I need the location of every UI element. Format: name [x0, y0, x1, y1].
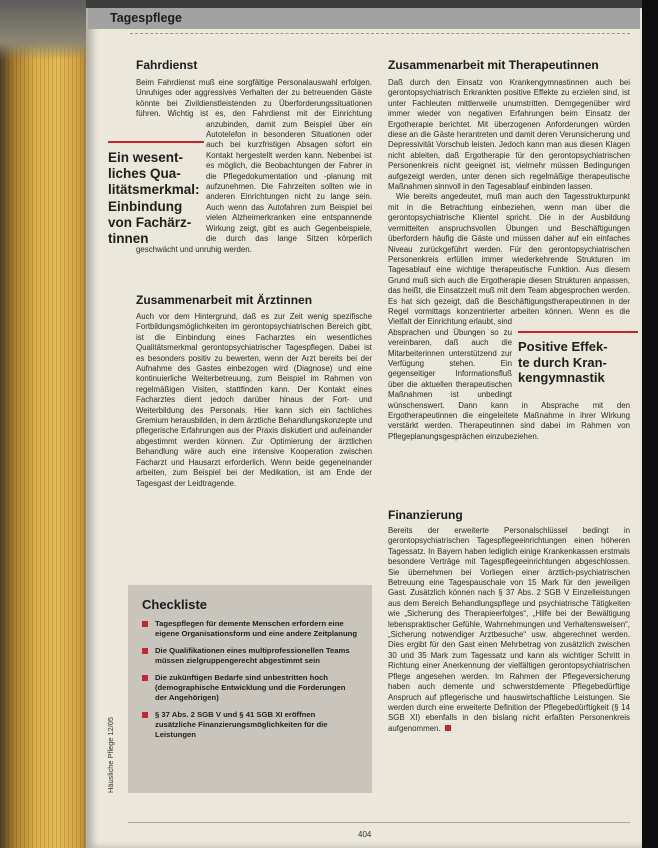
pull-quote-fachaerztinnen	[108, 141, 204, 247]
checklist-item	[142, 710, 358, 740]
book-page-edges	[0, 0, 90, 848]
checklist-item	[142, 673, 358, 703]
scan-background	[642, 0, 658, 848]
finanzierung-heading: Finanzierung	[388, 508, 463, 522]
checklist-item	[142, 646, 358, 666]
pull-quote-line: tinnen	[108, 231, 149, 247]
fahrdienst-text: Beim Fahrdienst muß eine sorgfältige Personalauswahl erfolgen. Unruhiges oder aggressives Verhalten der zu betreuenden Gäste könnte bei Zivildienstleistenden zu Überforderungssituationen führen. Wichtig ist es, den Fahrdienst mit der Einrichtung anzubinden, damit zum Beispiel über ein Autotelefon in besonderen Situationen oder auch bei kurzfristigen Absagen sofort ein Kontakt hergestellt werden kann. Nebenbei ist es möglich, die Beobachtungen der Fahrer in die Pflegedokumentation und -planung mit aufzunehmen. Die Fahrzeiten sollten wie in anderen Einrichtungen nicht zu lange sein. Auch wenn das Autofahren zum Beispiel bei vielen Alzheimerkranken eine entspannende Wirkung zeigt, gibt es auch Gegenbeispiele, die durch das lange Sitzen körperlich geschwächt und unruhig werden.	[136, 78, 372, 254]
top-band	[86, 0, 642, 8]
header-rule	[130, 33, 630, 34]
book-edge-shadow	[0, 0, 90, 60]
therapeutinnen-heading: Zusammenarbeit mit Therapeutinnen	[388, 58, 599, 72]
finanzierung-text: Bereits der erweiterte Personalschlüssel bedingt in gerontopsychiatrischen Tagespflegeeinrichtungen einen höheren Tagessatz. In Bayern haben lediglich einige Krankenkassen erstmals besondere Verträge mit Tagespflegeeinrichtungen abgeschlossen. Sie übernehmen bei Vorliegen einer ärztlich-psychiatrischen Betreuung eine Tagespauschale von 15 Mark für den jeweiligen Gast. Zusätzlich können nach § 37 Abs. 2 SGB V Einzelleistungen aus dem Bereich Behandlungspflege und psychiatrische Tätigkeiten wie „Sicherung des Therapieerfolges“, „Hilfe bei der Bewältigung lebenspraktischer Gefühle, Wahrnehmungen und Verhaltensweisen“, „Sicherung notwendiger Arztbesuche“ usw. abgerechnet werden. Dies ergibt für den Gast einen Mehrbetrag von zusätzlich zwischen 30 und 35 Mark zum Tagessatz und kann als wichtiger Schritt in Richtung einer Anerkennung der vielfältigen gerontopsychiatrischen Pflege angesehen werden. Im Rahmen der Pflegeversicherung haben auch demente und schwerstdemente Pflegebedürftige Anspruch auf pflegerische und hauswirtschaftliche Leistungen. Sie werden durch eine erweiterte Definition der Pflegebedürftigkeit (§ 14 SGB XI) ebenfalls in den bislang nicht erfaßten Personenkreis aufgenommen.	[388, 526, 630, 733]
section-title: Tagespflege	[110, 11, 183, 25]
checklist-heading: Checkliste	[142, 597, 208, 612]
pull-quote-line: te durch Kran-	[518, 354, 607, 370]
pull-quote-line: Einbindung	[108, 198, 183, 214]
margin-label: Häusliche Pflege 12/05	[106, 716, 115, 793]
aerztinnen-text: Auch vor dem Hintergrund, daß es zur Zeit wenig spezifische Fortbildungsmöglichkeiten im gerontopsychiatrischen Bereich gibt, ist die Einbindung eines Facharztes ein wesentliches Qualitätsmerkmal gerontopsychiatrischer Tagespflegen. Dabei ist es besonders positiv zu bewerten, wenn der Arzt bereits bei der Aufnahme des Gastes einbezogen wird (Diagnose) und eine kontinuierliche Weiterbetreuung, zum Beispiel im Rahmen von regelmäßigen Visiten, stattfinden kann. Der Kontakt eines Facharztes dient jedoch darüber hinaus der Fort- und Weiterbildung des Personals. Hier kann sich ein fachliches Gremium herausbilden, in dem ärztliche Behandlungskonzepte und pflegerische Erfahrungen aus der Praxis diskutiert und aufeinander abgestimmt werden können. Zur Optimierung der ärztlichen Behandlung wäre auch eine intensive Kooperation zwischen Facharzt und Hausarzt erforderlich. Wenn beide gegeneinander arbeiten, zum Beispiel bei der Medikation, ist am Ende der Tagesgast der Leidtragende.	[136, 312, 372, 488]
fahrdienst-heading: Fahrdienst	[136, 58, 198, 72]
pull-quote-krankengymnastik	[518, 331, 638, 386]
aerztinnen-heading: Zusammenarbeit mit Ärztinnen	[136, 293, 313, 307]
finanzierung-paragraph	[388, 526, 630, 734]
pull-quote-line: von Fachärz-	[108, 214, 192, 230]
pull-quote-line: liches Qua-	[108, 166, 181, 182]
checklist-item-text: § 37 Abs. 2 SGB V und § 41 SGB XI eröffnen zusätzliche Finanzierungsmöglichkeiten für die Leistungen	[155, 710, 328, 739]
checklist-item-text: Die Qualifikationen eines multiprofessionellen Teams müssen zielgruppengerecht abgestimmt sein	[155, 646, 350, 665]
pull-quote-line: Positive Effek-	[518, 339, 608, 354]
checklist-item-text: Tagespflegen für demente Menschen erfordern eine eigene Organisationsform und eine andere Zeitplanung	[155, 619, 358, 638]
aerztinnen-body	[136, 312, 372, 530]
square-bullet-icon	[142, 675, 148, 681]
therapeutinnen-paragraph: Wie bereits angedeutet, muß man auch den Tagesstrukturpunkt mit in die Betrachtung einbeziehen, wenn man über die gerontopsychiatrische Klientel spricht. Die in der Ausbildung vermittelten anspruchsvollen Übungen und Beschäftigungen überfordern häufig die Gäste und müssen daher auf ein einfaches Niveau zurückgeführt werden. Für den gerontopsychiatrischen Personenkreis erfüllen immer wiederkehrende Strukturen im Tagesablauf eine wichtige therapeutische Funktion. Aus diesem Grund muß sich auch die Ergotherapie diesen Strukturen anpassen, das heißt, die Einsatzzeit muß mit dem Team abgesprochen werden. Es hat sich gezeigt, daß die Beschäftigungstherapeutinnen in der Regel vormittags konzentrierter arbeiten können. Wenn es die Vielfalt der Einrichtung erlaubt, sind Absprachen und Übungen so zu vereinbaren, daß auch die Mitarbeiterinnen unterstützend zur Verfügung stehen. Ein gegenseitiger Informationsfluß über die aktuellen therapeutischen Maßnahmen ist unbedingt wünschenswert. Dann kann in Absprache mit den Ergotherapeutinnen die eingeleitete Maßnahme in ihrer Wirkung verstärkt werden. Therapeutinnen sind dabei im Rahmen von Pflegeplanungsgesprächen einzubeziehen.	[388, 192, 630, 441]
therapeutinnen-body	[388, 78, 630, 499]
pull-quote-line: Ein wesent-	[108, 150, 184, 165]
square-bullet-icon	[142, 648, 148, 654]
checklist-item-text: Die zukünftigen Bedarfe sind unbestritten hoch (demographische Entwicklung und die Forderungen der Angehörigen)	[155, 673, 346, 702]
page-number: 404	[358, 830, 372, 839]
checklist-list	[142, 619, 358, 747]
square-bullet-icon	[142, 621, 148, 627]
pull-quote-line: kengymnastik	[518, 370, 605, 385]
checklist-box	[128, 585, 372, 793]
section-header-bar	[88, 8, 640, 29]
pull-quote-line: litätsmerkmal:	[108, 182, 200, 198]
therapeutinnen-paragraph: Daß durch den Einsatz von Krankengymnastinnen auch bei gerontopsychiatrisch Erkrankten positive Effekte zu erzielen sind, ist unter Fachleuten mittlerweile unumstritten. Demgegenüber wird immer wieder von negativen Erfahrungen beim Einsatz der Ergotherapie berichtet. Mit überzogenen Anforderungen würden diese an die Gäste herantreten und damit deren Verunsicherung und Depressivität Vorschub leisten. Jedoch kann man aus diesen Klagen nicht ableiten, daß Ergotherapie für den gerontopsychiatrischen Personenkreis nicht geeignet ist, vielmehr müssen Bedingungen aufgezeigt werden, unter denen sich regelmäßige therapeutische Maßnahmen sinnvoll in den Tagesablauf einbinden lassen.	[388, 78, 630, 192]
finanzierung-body	[388, 526, 630, 806]
footer-rule	[128, 822, 630, 823]
end-mark-icon	[445, 725, 451, 731]
checklist-item	[142, 619, 358, 639]
square-bullet-icon	[142, 712, 148, 718]
